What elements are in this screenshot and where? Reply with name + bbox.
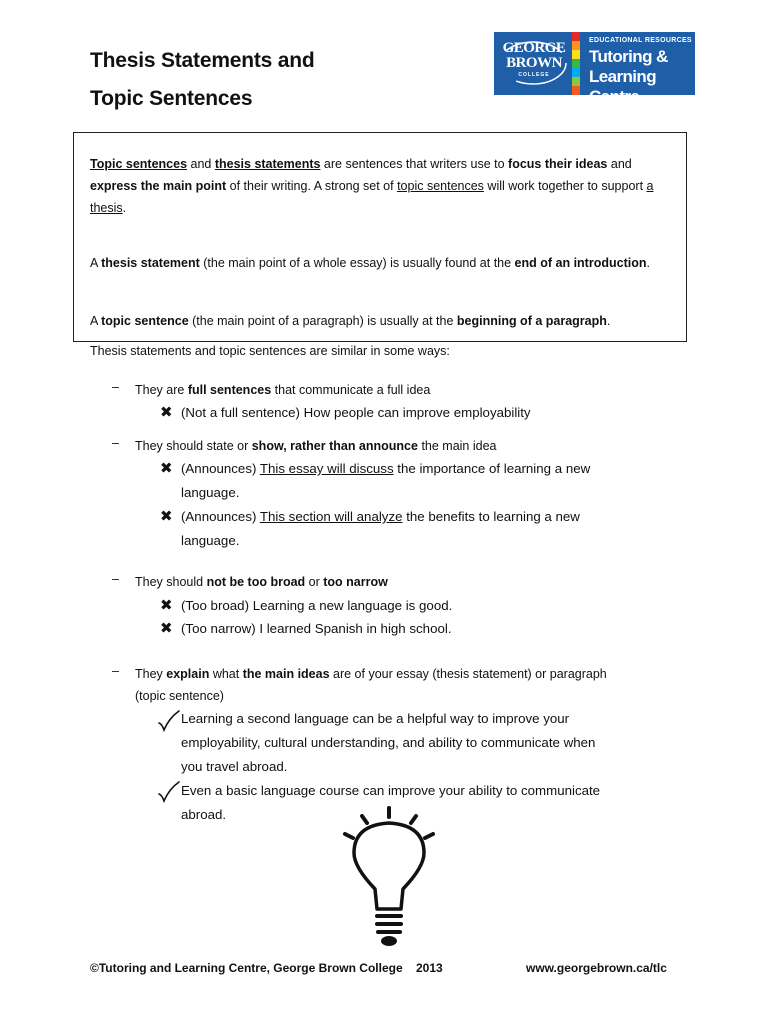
text: They	[135, 667, 167, 681]
emphasis: end of an introduction	[514, 256, 647, 270]
text: They should state or	[135, 439, 252, 453]
logo-name-line2: Learning Centre	[589, 67, 656, 106]
underlined-text: This essay will discuss	[259, 461, 394, 476]
text: (the main point of a paragraph) is usually at the	[188, 314, 457, 328]
point-explain-main-ideas	[135, 663, 695, 707]
similarities-intro: Thesis statements and topic sentences are similar in some ways:	[90, 344, 450, 358]
text: (topic sentence)	[135, 689, 224, 703]
logo-stripe	[572, 50, 580, 59]
logo-stripe	[572, 41, 580, 50]
dash-bullet: –	[112, 436, 119, 450]
text: and	[607, 157, 632, 171]
text: of their writing. A strong set of	[226, 179, 398, 193]
text: the importance of learning a new	[393, 461, 591, 476]
logo-stripe	[572, 32, 580, 41]
dash-bullet: –	[112, 572, 119, 586]
text: (the main point of a whole essay) is usually found at the	[199, 256, 515, 270]
cross-icon: ✖	[160, 620, 173, 637]
definition-paragraph-2	[90, 252, 680, 274]
text: .	[122, 201, 127, 215]
emphasis: thesis statement	[101, 256, 200, 270]
emphasis: full sentences	[187, 383, 272, 397]
text: They are	[135, 383, 188, 397]
text: and	[187, 157, 215, 171]
page-title-line2: Topic Sentences	[90, 87, 253, 110]
emphasis: topic sentence	[101, 314, 189, 328]
text: you travel abroad.	[181, 759, 288, 774]
text: A	[90, 256, 102, 270]
footer-copyright: ©Tutoring and Learning Centre, George Brown College 2013	[90, 961, 443, 975]
text: the main idea	[417, 439, 497, 453]
text: what	[209, 667, 243, 681]
point-not-too-broad	[135, 571, 388, 593]
logo-name-line1: Tutoring &	[589, 47, 668, 66]
definition-paragraph-1	[90, 153, 680, 219]
emphasis: the main ideas	[242, 667, 330, 681]
cross-icon: ✖	[160, 597, 173, 614]
underlined-text: topic sentences	[397, 179, 484, 193]
logo-wordmark	[500, 41, 568, 78]
text: Learning a second language can be a helpful way to improve your	[181, 711, 570, 726]
logo-stripe	[572, 59, 580, 68]
text: They should	[135, 575, 207, 589]
emphasis: focus their ideas	[508, 157, 608, 171]
dash-bullet: –	[112, 664, 119, 678]
text: the benefits to learning a new	[402, 509, 580, 524]
text: (Announces)	[181, 509, 260, 524]
bad-example: (Not a full sentence) How people can improve employability	[181, 405, 531, 420]
text: .	[606, 314, 611, 328]
point-full-sentences	[135, 379, 430, 401]
logo-stripe	[572, 68, 580, 77]
emphasis: show, rather than announce	[251, 439, 418, 453]
text: language.	[181, 485, 240, 500]
text: (Announces)	[181, 461, 260, 476]
text: A	[90, 314, 102, 328]
text: language.	[181, 533, 240, 548]
logo-educational-resources: EDUCATIONAL RESOURCES	[589, 37, 692, 44]
dash-bullet: –	[112, 380, 119, 394]
term-thesis-statements: thesis statements	[214, 157, 321, 171]
footer-url-link[interactable]: www.georgebrown.ca/tlc	[526, 961, 667, 975]
logo-stripe	[572, 77, 580, 86]
logo-brown: BROWN	[506, 55, 562, 71]
logo-centre-name	[589, 47, 695, 107]
text: Even a basic language course can improve your ability to communicate	[181, 783, 601, 798]
cross-icon: ✖	[160, 508, 173, 525]
cross-icon: ✖	[160, 404, 173, 421]
emphasis: express the main point	[90, 179, 227, 193]
page-title-line1: Thesis Statements and	[90, 49, 315, 72]
text: that communicate a full idea	[271, 383, 431, 397]
bad-example: (Too broad) Learning a new language is good.	[181, 598, 453, 613]
emphasis: too narrow	[323, 575, 388, 589]
emphasis: explain	[166, 667, 210, 681]
checkmark-icon	[158, 710, 180, 732]
underlined-text: This section will analyze	[259, 509, 403, 524]
logo-george: GEORGE	[502, 40, 566, 56]
cross-icon: ✖	[160, 460, 173, 477]
bad-example	[181, 505, 580, 553]
logo-stripe	[572, 86, 580, 95]
text: will work together to support	[483, 179, 647, 193]
george-brown-logo	[494, 32, 695, 106]
emphasis: beginning of a paragraph	[456, 314, 607, 328]
text: are sentences that writers use to	[320, 157, 509, 171]
definition-paragraph-3	[90, 310, 680, 332]
lightbulb-icon	[340, 805, 438, 950]
text: or	[305, 575, 324, 589]
checkmark-icon	[158, 781, 180, 803]
text: abroad.	[181, 807, 227, 822]
underlined-text: a thesis	[90, 179, 654, 215]
bad-example: (Too narrow) I learned Spanish in high school.	[181, 621, 452, 636]
point-show-not-announce	[135, 435, 497, 457]
term-topic-sentences: Topic sentences	[90, 157, 188, 171]
text: employability, cultural understanding, and ability to communicate when	[181, 735, 596, 750]
bad-example	[181, 457, 590, 505]
text: .	[646, 256, 650, 270]
good-example	[181, 707, 595, 779]
emphasis: not be too broad	[206, 575, 306, 589]
text: are of your essay (thesis statement) or paragraph	[329, 667, 607, 681]
logo-college: COLLEGE	[518, 72, 550, 78]
logo-color-stripe	[572, 32, 580, 95]
